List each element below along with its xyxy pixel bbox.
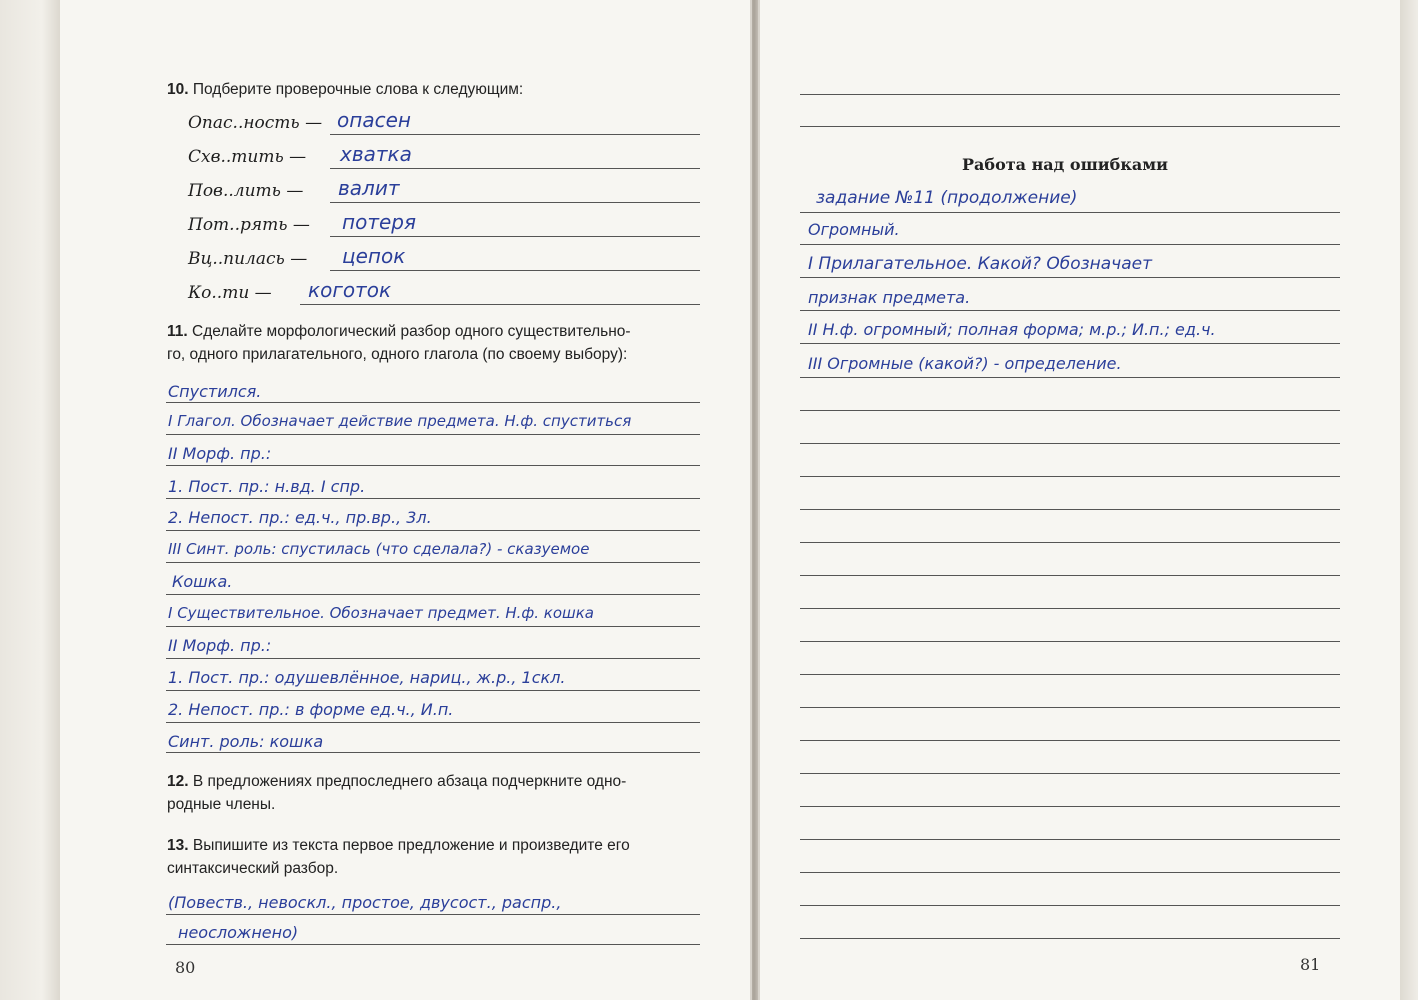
task-10-word-6: Ко..ти —: [188, 283, 272, 303]
answer-line: [800, 509, 1340, 510]
answer-line: [166, 498, 700, 499]
answer-line: [800, 740, 1340, 741]
handwritten-line: Спустился.: [168, 382, 262, 401]
task-10-answer-5: цепок: [342, 244, 406, 268]
task-13: 13. Выпишите из текста первое предложение и произведите его синтаксический разбор.: [167, 837, 630, 877]
answer-line: [330, 270, 700, 271]
handwritten-line: III Синт. роль: спустилась (что сделала?) - сказуемое: [168, 540, 590, 558]
page-edges-left: [0, 0, 60, 1000]
task-10-answer-1: опасен: [337, 108, 411, 132]
answer-line: [330, 168, 700, 169]
answer-line: [800, 410, 1340, 411]
answer-line: [800, 674, 1340, 675]
answer-line: [800, 641, 1340, 642]
answer-line: [166, 465, 700, 466]
answer-line: [800, 608, 1340, 609]
answer-line: [800, 542, 1340, 543]
handwritten-line: I Существительное. Обозначает предмет. Н.ф. кошка: [168, 604, 594, 622]
answer-line: [300, 304, 700, 305]
task-11: 11. Сделайте морфологический разбор одного существительно- го, одного прилагательного, одного глагола (по своему выбору):: [167, 323, 631, 363]
answer-line: [166, 402, 700, 403]
task-10-word-5: Вц..пилась —: [188, 249, 308, 269]
answer-line: [800, 443, 1340, 444]
answer-line: [800, 905, 1340, 906]
answer-line: [800, 212, 1340, 213]
answer-line: [800, 938, 1340, 939]
handwritten-line: II Морф. пр.:: [168, 444, 272, 463]
handwritten-line: 2. Непост. пр.: ед.ч., пр.вр., 3л.: [168, 508, 432, 527]
handwritten-line: Синт. роль: кошка: [168, 732, 324, 751]
task-12: 12. В предложениях предпоследнего абзаца подчеркните одно- родные члены.: [167, 773, 627, 813]
handwritten-line: задание №11 (продолжение): [816, 188, 1078, 208]
handwritten-line: III Огромные (какой?) - определение.: [808, 354, 1122, 373]
handwritten-line: I Прилагательное. Какой? Обозначает: [808, 254, 1152, 274]
answer-line: [800, 839, 1340, 840]
answer-line: [166, 530, 700, 531]
answer-line: [166, 690, 700, 691]
answer-line: [330, 134, 700, 135]
answer-line: [166, 944, 700, 945]
handwritten-line: Огромный.: [808, 220, 900, 239]
section-heading: Работа над ошибками: [962, 155, 1168, 174]
task-10-word-3: Пов..лить —: [188, 181, 304, 201]
answer-line: [330, 202, 700, 203]
answer-line: [166, 626, 700, 627]
handwritten-line: I Глагол. Обозначает действие предмета. Н.ф. спуститься: [168, 412, 632, 430]
task-10-answer-2: хватка: [340, 142, 412, 166]
answer-line: [800, 575, 1340, 576]
task-10-word-4: Пот..рять —: [188, 215, 310, 235]
answer-line: [800, 773, 1340, 774]
handwritten-line: Кошка.: [172, 572, 233, 591]
answer-line: [800, 806, 1340, 807]
answer-line: [800, 310, 1340, 311]
answer-line: [800, 126, 1340, 127]
answer-line: [800, 277, 1340, 278]
answer-line: [166, 562, 700, 563]
handwritten-line: 1. Пост. пр.: н.вд. I спр.: [168, 477, 366, 496]
handwritten-line: (Повеств., невоскл., простое, двусост., распр.,: [168, 893, 562, 912]
answer-line: [800, 872, 1340, 873]
handwritten-line: 2. Непост. пр.: в форме ед.ч., И.п.: [168, 700, 454, 719]
handwritten-line: II Н.ф. огромный; полная форма; м.р.; И.п.; ед.ч.: [808, 320, 1216, 339]
answer-line: [330, 236, 700, 237]
answer-line: [166, 658, 700, 659]
answer-line: [800, 476, 1340, 477]
answer-line: [800, 94, 1340, 95]
task-10: 10. Подберите проверочные слова к следующим:: [167, 81, 524, 98]
task-10-word-1: Опас..ность —: [188, 113, 323, 133]
answer-line: [800, 244, 1340, 245]
left-page: [60, 0, 752, 1000]
answer-line: [800, 377, 1340, 378]
page-edges-right: [1398, 0, 1418, 1000]
answer-line: [166, 914, 700, 915]
task-10-answer-3: валит: [338, 176, 400, 200]
task-10-answer-4: потеря: [342, 210, 416, 234]
task-10-answer-6: коготок: [308, 278, 392, 302]
answer-line: [800, 707, 1340, 708]
page-number-left: 80: [175, 958, 196, 977]
handwritten-line: признак предмета.: [808, 288, 971, 307]
right-page: [758, 0, 1400, 1000]
answer-line: [166, 434, 700, 435]
answer-line: [166, 752, 700, 753]
answer-line: [166, 722, 700, 723]
page-number-right: 81: [1300, 955, 1321, 974]
answer-line: [166, 594, 700, 595]
handwritten-line: 1. Пост. пр.: одушевлённое, нариц., ж.р., 1скл.: [168, 668, 566, 687]
handwritten-line: II Морф. пр.:: [168, 636, 272, 655]
task-10-word-2: Схв..тить —: [188, 147, 307, 167]
answer-line: [800, 343, 1340, 344]
handwritten-line: неосложнено): [178, 923, 299, 942]
